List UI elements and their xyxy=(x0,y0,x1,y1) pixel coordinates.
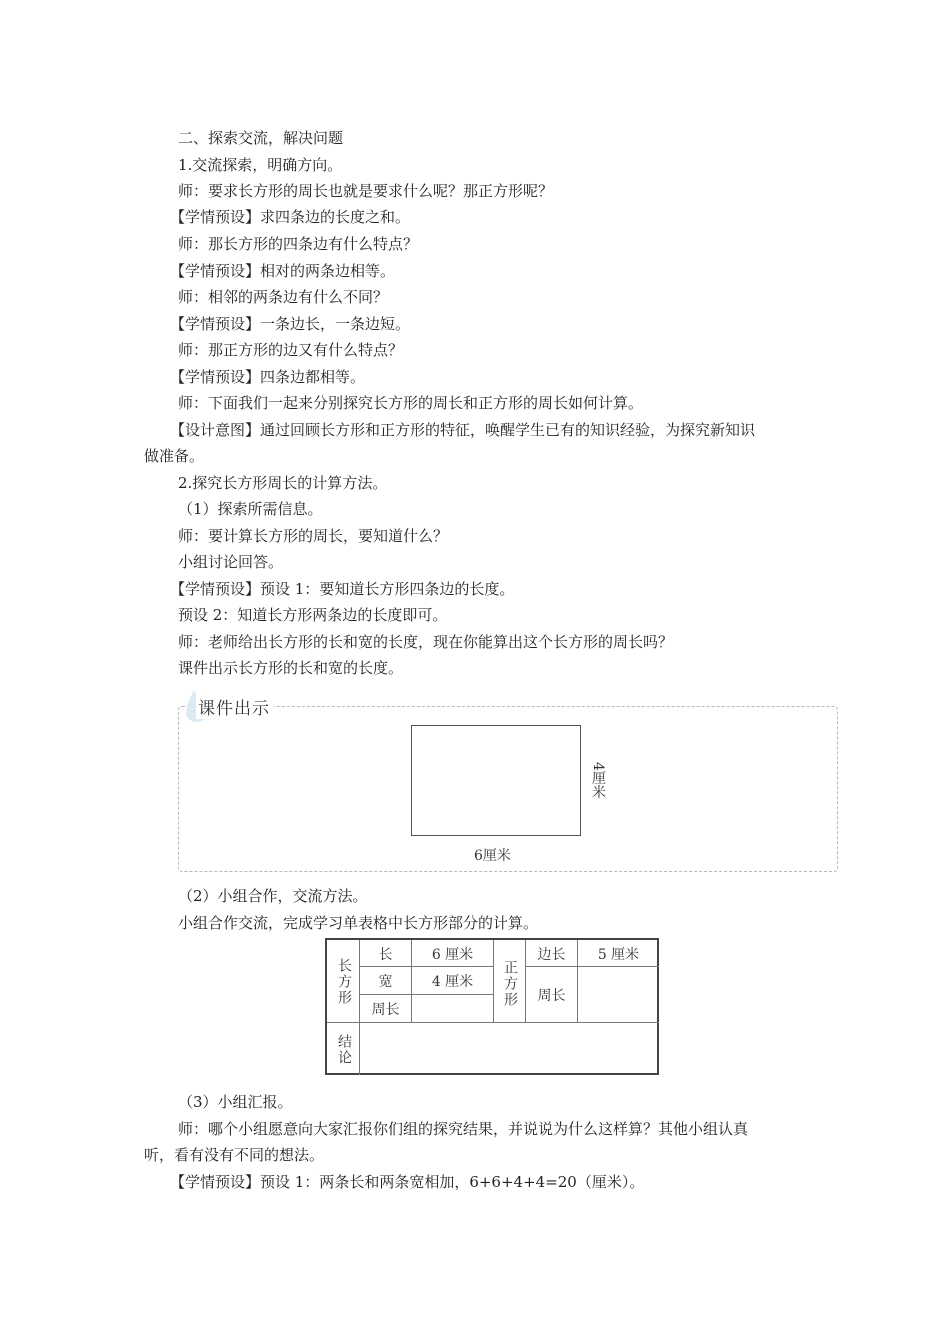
paragraph: 【学情预设】一条边长，一条边短。 xyxy=(170,315,411,333)
paragraph: （2）小组合作，交流方法。 xyxy=(178,887,368,905)
paragraph: （3）小组汇报。 xyxy=(178,1093,293,1111)
paragraph: 听，看有没有不同的想法。 xyxy=(144,1146,325,1164)
paragraph: 【学情预设】预设 1：要知道长方形四条边的长度。 xyxy=(170,580,515,598)
paragraph: 师：老师给出长方形的长和宽的长度，现在你能算出这个长方形的周长吗？ xyxy=(178,633,674,651)
square-perimeter-label: 周长 xyxy=(537,988,566,1004)
paragraph: 课件出示长方形的长和宽的长度。 xyxy=(178,659,404,677)
paragraph: 小组合作交流，完成学习单表格中长方形部分的计算。 xyxy=(178,914,539,932)
paragraph: 做准备。 xyxy=(144,447,205,465)
length-value: 6 厘米 xyxy=(431,947,474,963)
paragraph: 师：那长方形的四条边有什么特点？ xyxy=(178,235,419,253)
paragraph: 师：那正方形的边又有什么特点？ xyxy=(178,341,404,359)
side-label: 边长 xyxy=(537,947,566,963)
rectangle-figure xyxy=(411,725,581,836)
paragraph: 师：要计算长方形的周长，要知道什么？ xyxy=(178,527,449,545)
rect-perimeter-label: 周长 xyxy=(371,1002,400,1018)
learning-sheet-table xyxy=(325,938,659,1075)
width-value: 4 厘米 xyxy=(431,974,474,990)
rectangle-height-label: 4厘米 xyxy=(590,762,606,799)
paragraph: 师：要求长方形的周长也就是要求什么呢？那正方形呢？ xyxy=(178,182,554,200)
paragraph: 小组讨论回答。 xyxy=(178,553,284,571)
paragraph: 【学情预设】预设 1：两条长和两条宽相加，6+6+4+4=20（厘米）。 xyxy=(170,1173,645,1191)
paragraph: 师：相邻的两条边有什么不同？ xyxy=(178,288,389,306)
paragraph: 【学情预设】求四条边的长度之和。 xyxy=(170,208,411,226)
paragraph: 【学情预设】四条边都相等。 xyxy=(170,368,366,386)
paragraph: 师：下面我们一起来分别探究长方形的周长和正方形的周长如何计算。 xyxy=(178,394,644,412)
paragraph: 【学情预设】相对的两条边相等。 xyxy=(170,262,396,280)
width-label: 宽 xyxy=(378,974,393,990)
subsection-heading: 2.探究长方形周长的计算方法。 xyxy=(178,474,388,492)
subsection-heading: 1.交流探索，明确方向。 xyxy=(178,156,343,174)
side-value: 5 厘米 xyxy=(597,947,640,963)
rectangle-width-label: 6厘米 xyxy=(474,848,511,864)
conclusion-header: 结论 xyxy=(336,1034,352,1066)
paragraph: （1）探索所需信息。 xyxy=(178,500,323,518)
courseware-title: 课件出示 xyxy=(196,694,274,719)
length-label: 长 xyxy=(378,947,393,963)
square-header: 正方形 xyxy=(502,960,518,1008)
paragraph: 预设 2：知道长方形两条边的长度即可。 xyxy=(178,606,448,624)
rectangle-header: 长方形 xyxy=(336,958,352,1006)
section-heading: 二、探索交流，解决问题 xyxy=(178,129,344,147)
paragraph: 师：哪个小组愿意向大家汇报你们组的探究结果，并说说为什么这样算？其他小组认真 xyxy=(178,1120,749,1138)
paragraph: 【设计意图】通过回顾长方形和正方形的特征，唤醒学生已有的知识经验，为探究新知识 xyxy=(170,421,756,439)
